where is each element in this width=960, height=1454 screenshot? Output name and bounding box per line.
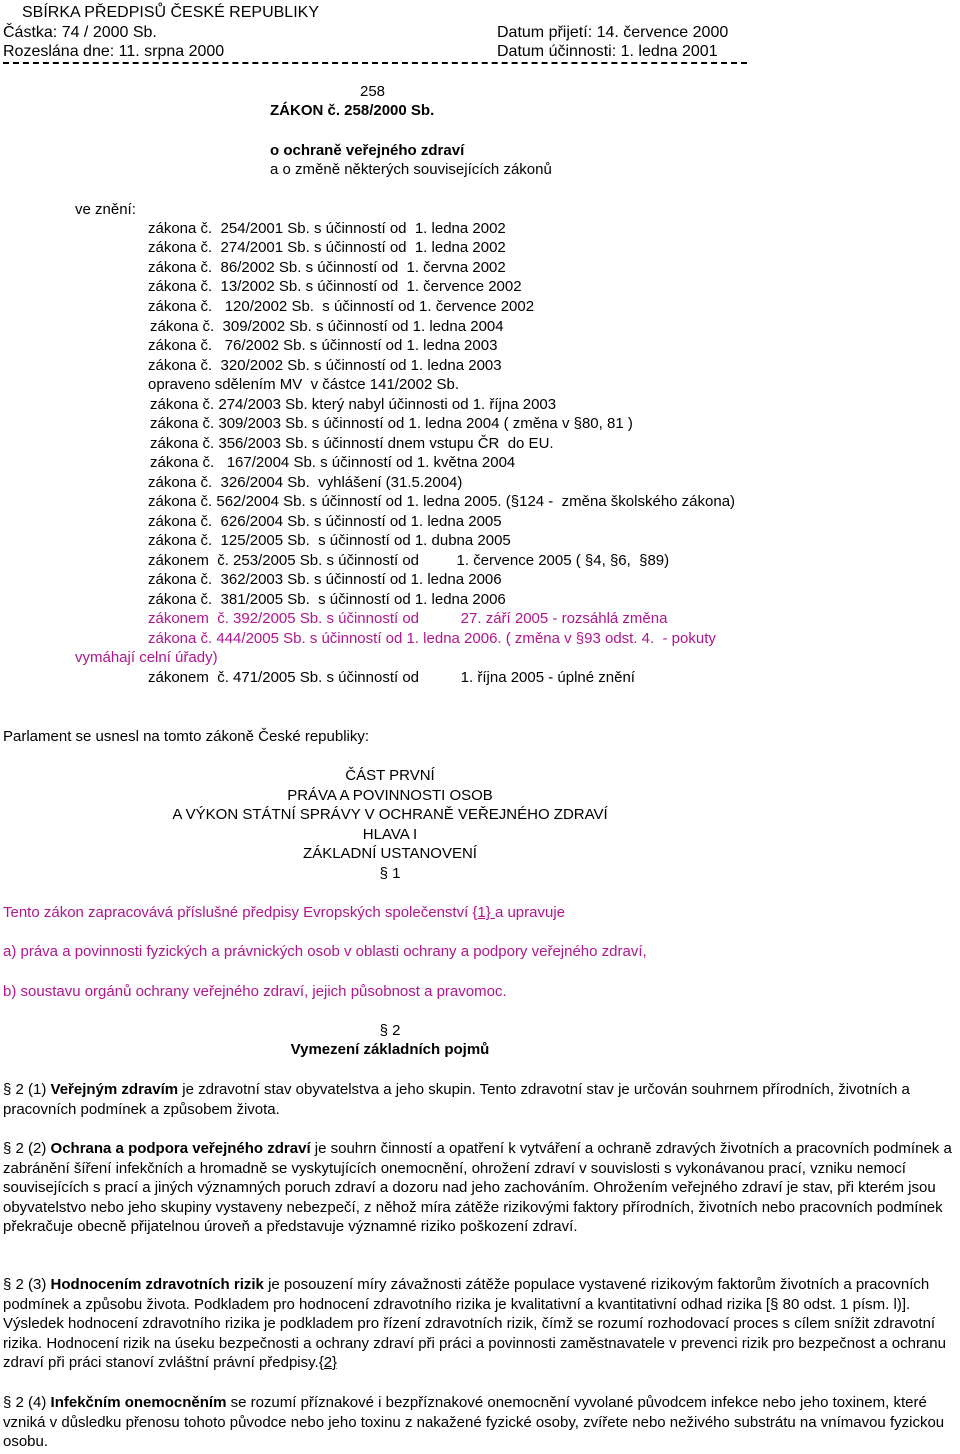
amendment-item: vymáhají celní úřady) [75, 649, 218, 666]
collection-title: SBÍRKA PŘEDPISŮ ČESKÉ REPUBLIKY [22, 4, 319, 21]
amendment-item: zákona č. 274/2001 Sb. s účinností od 1. ledna 2002 [148, 239, 506, 256]
amendment-item: zákonem č. 392/2005 Sb. s účinností od 27. září 2005 - rozsáhlá změna [148, 610, 668, 627]
section-1-item-a: a) práva a povinnosti fyzických a právnických osob v oblasti ochrany a podpory veřejného zdraví, [3, 943, 647, 960]
amendment-item: zákona č. 326/2004 Sb. vyhlášení (31.5.2004) [148, 474, 463, 491]
footnote-link-1[interactable]: {1} [472, 904, 495, 921]
section-1-heading: § 1 [379, 865, 401, 882]
footnote-link-2[interactable]: {2} [318, 1354, 338, 1371]
paragraph-number: § 2 (4) [3, 1394, 51, 1411]
section-1-text-a: Tento zákon zapracovává příslušné předpisy Evropských společenství [3, 904, 473, 921]
law-name: o ochraně veřejného zdraví [270, 142, 465, 159]
part-title-2: A VÝKON STÁTNÍ SPRÁVY V OCHRANĚ VEŘEJNÉHO ZDRAVÍ [172, 806, 608, 823]
paragraph-text: je zdravotní stav obyvatelstva a jeho skupin. Tento zdravotní stav je určován souhrnem přírodních, životních a pracovních podmínek a způsobem života. [3, 1081, 910, 1118]
paragraph-number: § 2 (2) [3, 1140, 51, 1157]
defined-term: Veřejným zdravím [50, 1081, 179, 1098]
amendment-item: zákona č. 167/2004 Sb. s účinností od 1. května 2004 [150, 454, 516, 471]
amendments-label: ve znění: [75, 201, 136, 218]
intro: Parlament se usnesl na tomto zákoně České republiky: [3, 728, 370, 745]
paragraph-number: § 2 (3) [3, 1276, 51, 1293]
law-subname: a o změně některých souvisejících zákonů [270, 161, 552, 178]
law-number: 258 [360, 83, 386, 100]
datum-prijeti: Datum přijetí: 14. července 2000 [497, 24, 729, 41]
amendment-item: zákonem č. 471/2005 Sb. s účinností od 1. října 2005 - úplné znění [148, 669, 635, 686]
paragraph-2-1 [3, 1080, 958, 1119]
amendment-item: zákona č. 13/2002 Sb. s účinností od 1. července 2002 [148, 278, 522, 295]
head-heading: HLAVA I [362, 826, 418, 843]
separator-line [3, 62, 747, 64]
amendment-item: zákona č. 76/2002 Sb. s účinností od 1. ledna 2003 [148, 337, 498, 354]
amendment-item: zákona č. 254/2001 Sb. s účinností od 1. ledna 2002 [148, 220, 506, 237]
amendment-item: zákona č. 125/2005 Sb. s účinností od 1. dubna 2005 [148, 532, 511, 549]
section-1-text [3, 903, 958, 923]
amendment-item: zákona č. 562/2004 Sb. s účinností od 1. ledna 2005. (§124 - změna školského zákona) [148, 493, 736, 510]
paragraph-text: se rozumí příznakové i bezpříznakové onemocnění vyvolané původcem infekce nebo jeho toxinem, které vzniká v důsledku přenosu tohoto původce nebo jeho toxinu z nakažené fyzické osoby, zvířete nebo neživého substrátu na vnímavou fyzickou osobu. [3, 1394, 945, 1450]
amendment-item: opraveno sdělením MV v částce 141/2002 Sb. [148, 376, 460, 393]
castka: Částka: 74 / 2000 Sb. [3, 24, 157, 41]
part-title-1: PRÁVA A POVINNOSTI OSOB [287, 787, 493, 804]
amendment-item: zákona č. 320/2002 Sb. s účinností od 1. ledna 2003 [148, 357, 502, 374]
amendment-item: zákona č. 626/2004 Sb. s účinností od 1. ledna 2005 [148, 513, 502, 530]
amendment-item: zákona č. 356/2003 Sb. s účinností dnem vstupu ČR do EU. [150, 435, 554, 452]
section-1-item-b: b) soustavu orgánů ochrany veřejného zdraví, jejich působnost a pravomoc. [3, 983, 507, 1000]
amendment-item: zákona č. 86/2002 Sb. s účinností od 1. června 2002 [148, 259, 506, 276]
paragraph-2-2 [3, 1139, 958, 1237]
amendment-item: zákona č. 309/2003 Sb. s účinností od 1. ledna 2004 ( změna v §80, 81 ) [150, 415, 633, 432]
rozeslana: Rozeslána dne: 11. srpna 2000 [3, 43, 225, 60]
paragraph-text: je posouzení míry závažnosti zátěže populace vystavené rizikovým faktorům životních a pracovních podmínek a způsobu života. Podkladem pro hodnocení zdravotního rizika je kvalitativní a kvantitativní odhad rizika [§ 80 odst. 1 písm. l)]. Výsledek hodnocení zdravotního rizika je podkladem pro řízení zdravotních rizik, čímž se rozumí rozhodovací proces s cílem snížit zdravotní rizika. Hodnocení rizik na úseku bezpečnosti a ochrany zdraví při práci a povinnosti zaměstnavatele v prevenci rizik pro bezpečnost a ochranu zdraví při práci stanoví zvláštní právní předpisy. [3, 1276, 946, 1371]
section-2-heading: § 2 [379, 1022, 401, 1039]
paragraph-text: je souhrn činností a opatření k vytváření a ochraně zdravých životních a pracovních podmínek a zabránění šíření infekčních a hromadně se vyskytujících onemocnění, ohrožení zdraví v souvislosti s vykonávanou prací, vzniku nemocí souvisejících s prací a jiných významných poruch zdraví a dozoru nad jeho zachováním. Ohrožením veřejného zdraví je stav, při kterém jsou obyvatelstvo nebo jeho skupiny vystaveny nebezpečí, z něhož míra zátěže rizikovými faktory přírodních, životních nebo pracovních podmínek překračuje obecně přijatelnou úroveň a představuje významné riziko poškození zdraví. [3, 1140, 952, 1235]
amendment-item: zákona č. 381/2005 Sb. s účinností od 1. ledna 2006 [148, 591, 506, 608]
head-title: ZÁKLADNÍ USTANOVENÍ [303, 845, 477, 862]
paragraph-2-4 [3, 1393, 958, 1452]
defined-term: Ochrana a podpora veřejného zdraví [50, 1140, 311, 1157]
amendment-item: zákona č. 444/2005 Sb. s účinností od 1. ledna 2006. ( změna v §93 odst. 4. - pokuty [148, 630, 716, 647]
section-1-text-b: a upravuje [494, 904, 566, 921]
amendment-item: zákona č. 309/2002 Sb. s účinností od 1. ledna 2004 [150, 318, 504, 335]
datum-ucinnosti: Datum účinnosti: 1. ledna 2001 [497, 43, 718, 60]
amendment-item: zákona č. 274/2003 Sb. který nabyl účinnosti od 1. října 2003 [150, 396, 557, 413]
paragraph-2-3 [3, 1275, 958, 1373]
section-2-title: Vymezení základních pojmů [290, 1041, 490, 1058]
amendment-item: zákona č. 362/2003 Sb. s účinností od 1. ledna 2006 [148, 571, 502, 588]
defined-term: Infekčním onemocněním [50, 1394, 227, 1411]
law-title: ZÁKON č. 258/2000 Sb. [270, 102, 435, 119]
amendment-item: zákona č. 120/2002 Sb. s účinností od 1. července 2002 [148, 298, 535, 315]
part-heading: ČÁST PRVNÍ [345, 767, 435, 784]
paragraph-number: § 2 (1) [3, 1081, 51, 1098]
amendment-item: zákonem č. 253/2005 Sb. s účinností od 1. července 2005 ( §4, §6, §89) [148, 552, 670, 569]
defined-term: Hodnocením zdravotních rizik [50, 1276, 264, 1293]
